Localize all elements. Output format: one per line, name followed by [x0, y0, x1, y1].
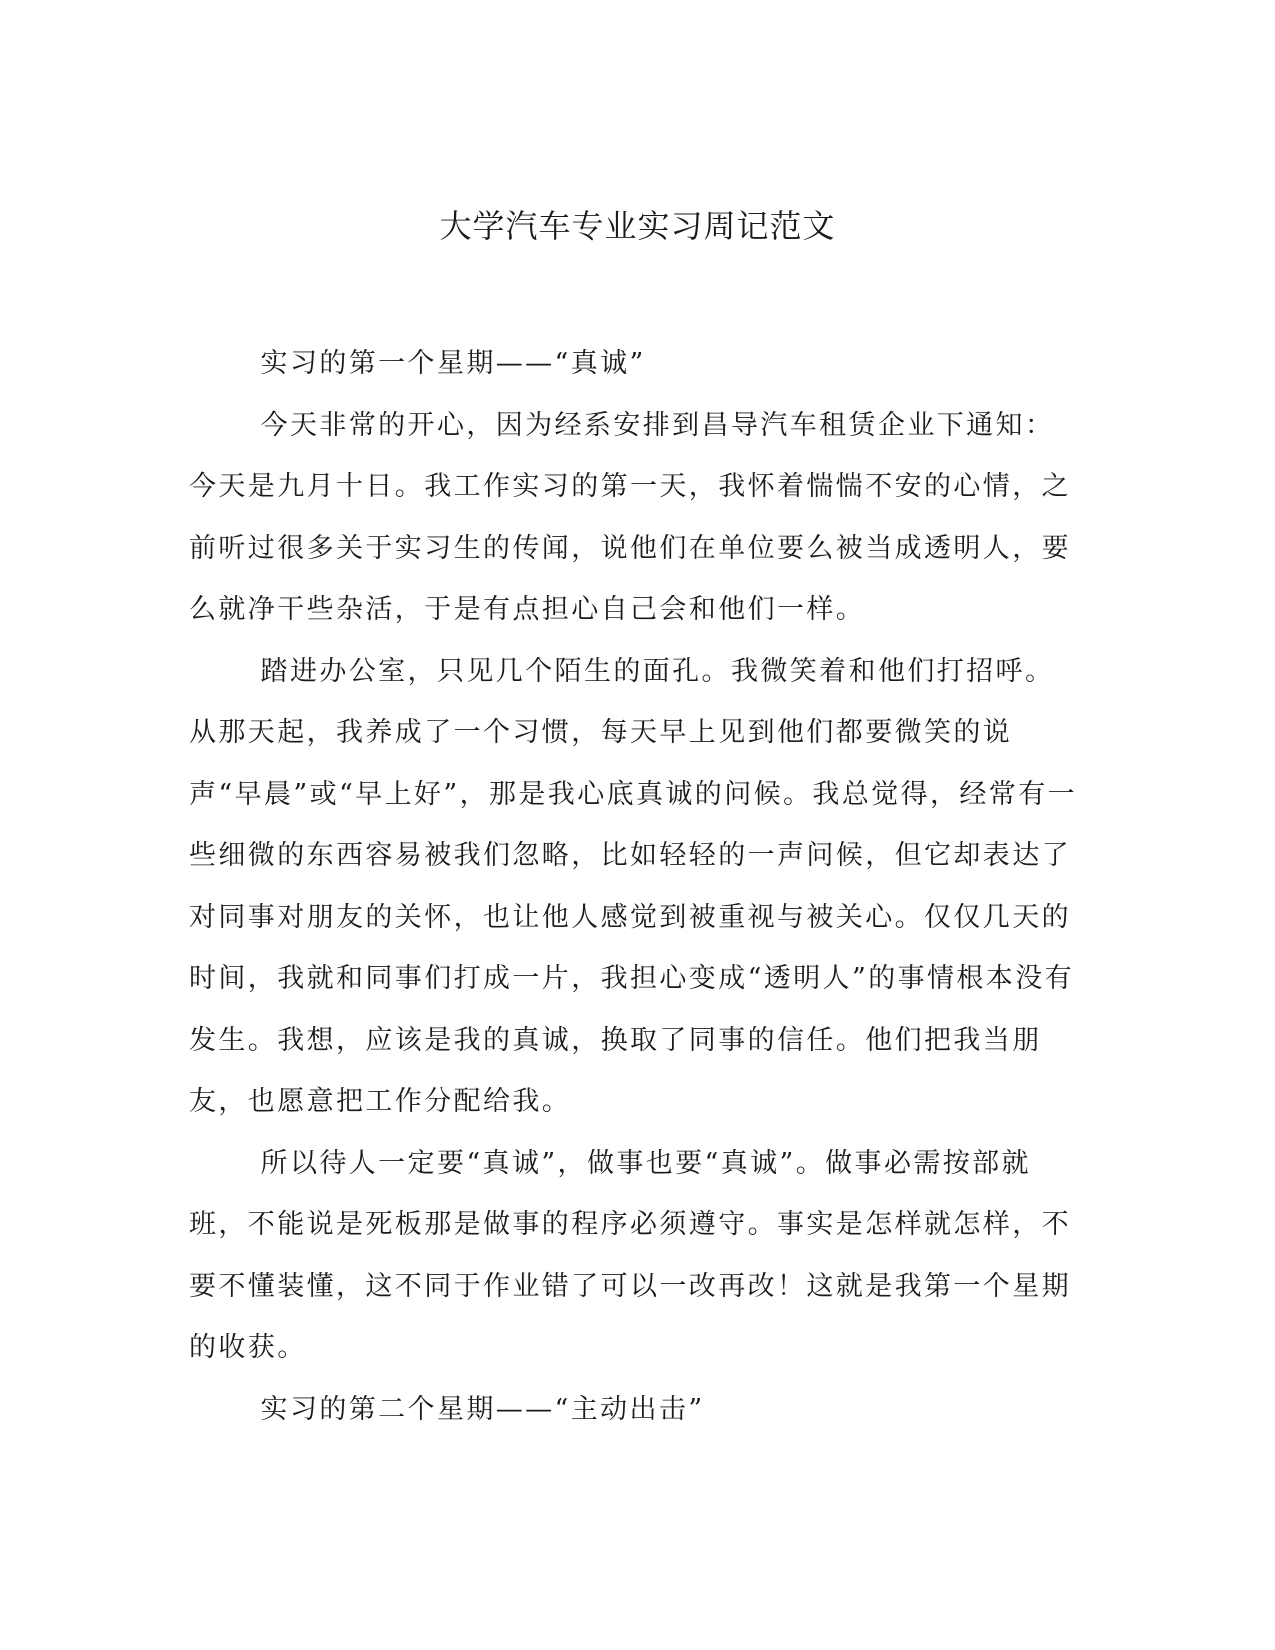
week-one-heading: 实习的第一个星期——“真诚”: [260, 348, 646, 379]
document-body: [189, 333, 1079, 1440]
paragraph-first-day: 今天非常的开心，因为经系安排到昌导汽车租赁企业下通知：今天是九月十日。我工作实习的第一天，我怀着惴惴不安的心情，之前听过很多关于实习生的传闻，说他们在单位要么被当成透明人，要么就净干些杂活，于是有点担心自己会和他们一样。: [189, 409, 1071, 625]
paragraph-office-greeting: 踏进办公室，只见几个陌生的面孔。我微笑着和他们打招呼。从那天起，我养成了一个习惯，每天早上见到他们都要微笑的说声“早晨”或“早上好”，那是我心底真诚的问候。我总觉得，经常有一些细微的东西容易被我们忽略，比如轻轻的一声问候，但它却表达了对同事对朋友的关怀，也让他人感觉到被重视与被关心。仅仅几天的时间，我就和同事们打成一片，我担心变成“透明人”的事情根本没有发生。我想，应该是我的真诚，换取了同事的信任。他们把我当朋友，也愿意把工作分配给我。: [189, 655, 1078, 1117]
paragraph-sincerity-summary: 所以待人一定要“真诚”，做事也要“真诚”。做事必需按部就班，不能说是死板那是做事的程序必须遵守。事实是怎样就怎样，不要不懂装懂，这不同于作业错了可以一改再改！这就是我第一个星期的收获。: [189, 1147, 1071, 1363]
week-two-heading: 实习的第二个星期——“主动出击”: [260, 1393, 705, 1425]
document-title: 大学汽车专业实习周记范文: [439, 207, 836, 245]
